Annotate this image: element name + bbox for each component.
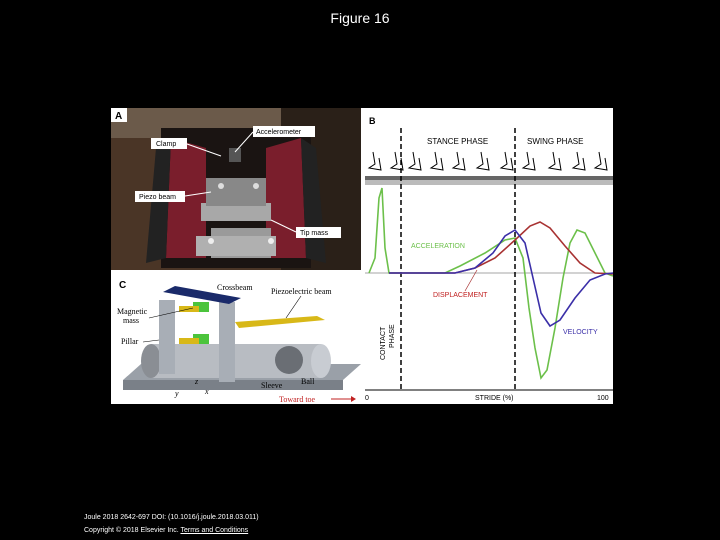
footer-citation: Joule 2018 2642-697 DOI: (10.1016/j.joule.2018.03.011)	[84, 514, 259, 521]
label-piezo-beam: Piezo beam	[139, 194, 176, 201]
contact-bar-top	[365, 176, 613, 180]
axis-y: y	[175, 389, 179, 398]
label-mass: mass	[123, 316, 139, 325]
panel-a-photo	[111, 108, 361, 270]
panel-c-letter: C	[119, 280, 127, 291]
terms-link[interactable]: Terms and Conditions	[180, 527, 249, 534]
x-axis-label: STRIDE (%)	[475, 395, 514, 402]
panel-b-letter: B	[369, 116, 376, 126]
x-tick-0: 0	[365, 395, 369, 402]
acceleration-label: ACCELERATION	[411, 243, 465, 250]
label-pillar: Pillar	[121, 337, 139, 346]
label-tip-mass: Tip mass	[300, 230, 329, 237]
stance-phase-label: STANCE PHASE	[427, 137, 489, 146]
panel-a-letter: A	[115, 111, 123, 122]
contact-label: CONTACT	[380, 326, 387, 360]
phase-label: PHASE	[389, 324, 396, 348]
label-sleeve: Sleeve	[261, 381, 283, 390]
figure-title: Figure 16	[330, 10, 390, 26]
panel-c-schematic	[111, 272, 361, 404]
label-crossbeam: Crossbeam	[217, 283, 253, 292]
axis-z: z	[195, 377, 199, 386]
label-piezoelectric-beam: Piezoelectric beam	[271, 287, 332, 296]
label-ball: Ball	[301, 377, 315, 386]
panel-b-chart	[365, 108, 613, 404]
label-clamp: Clamp	[156, 141, 177, 148]
axis-x: x	[205, 387, 209, 396]
x-tick-100: 100	[597, 395, 609, 402]
figure-image	[111, 108, 613, 404]
swing-phase-label: SWING PHASE	[527, 137, 584, 146]
copyright-text: Copyright © 2018 Elsevier Inc.	[84, 527, 181, 534]
label-accelerometer: Accelerometer	[256, 129, 302, 136]
label-toward-toe: Toward toe	[279, 395, 316, 404]
displacement-label: DISPLACEMENT	[433, 292, 488, 299]
label-magnetic: Magnetic	[117, 307, 148, 316]
contact-bar-bottom	[365, 180, 613, 185]
velocity-label: VELOCITY	[563, 329, 598, 336]
footer-copyright	[84, 527, 248, 534]
